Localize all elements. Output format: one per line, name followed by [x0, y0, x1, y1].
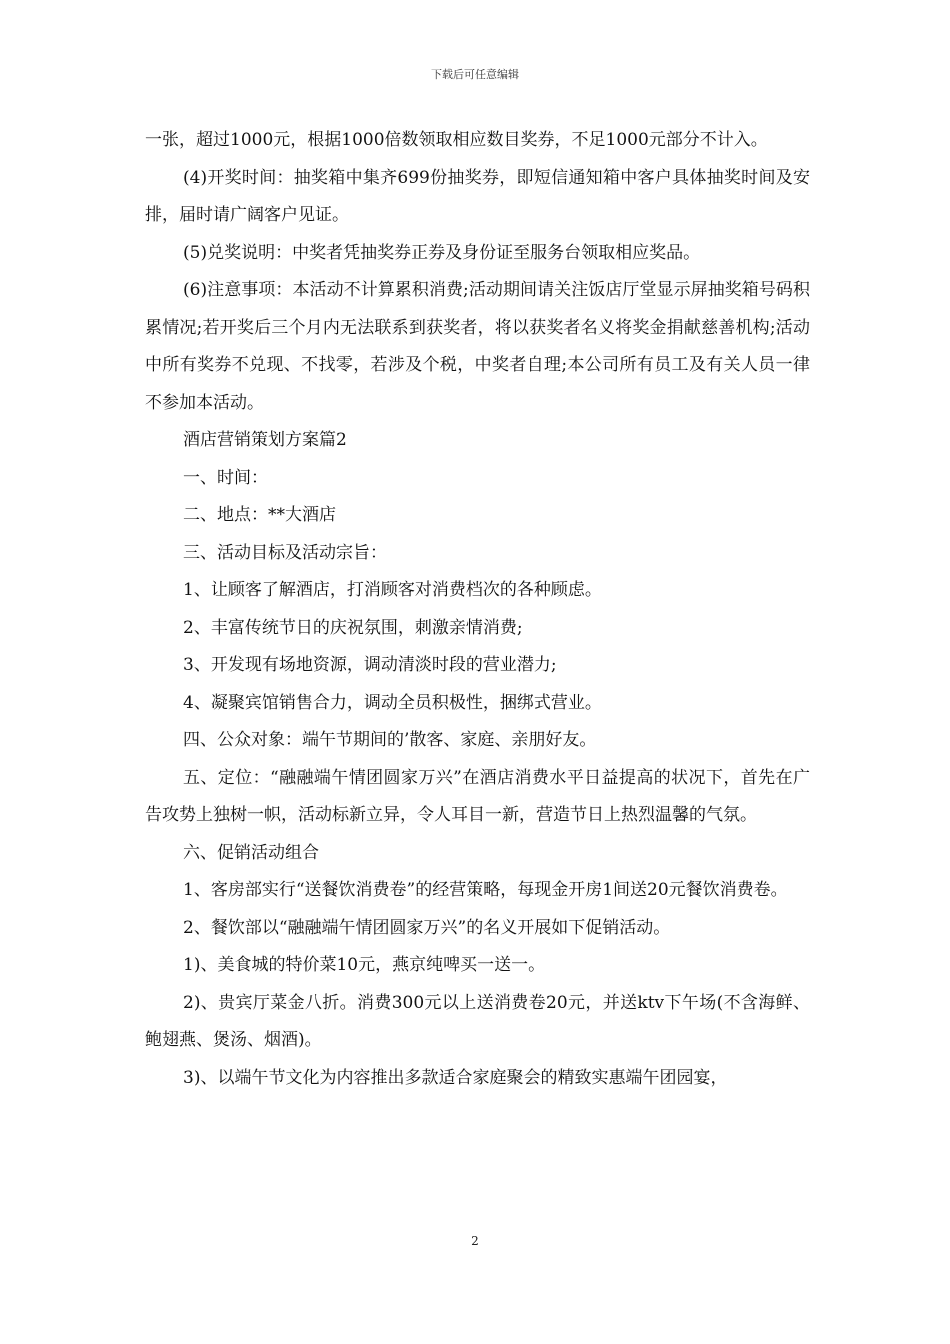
paragraph: 2、丰富传统节日的庆祝氛围，刺激亲情消费;: [183, 617, 523, 638]
paragraph: 六、促销活动组合: [183, 842, 319, 863]
paragraph: 一、时间：: [183, 467, 268, 488]
paragraph: 一张，超过1000元，根据1000倍数领取相应数目奖券，不足1000元部分不计入。: [145, 130, 768, 150]
paragraph: 4、凝聚宾馆销售合力，调动全员积极性，捆绑式营业。: [183, 692, 602, 713]
paragraph: 1)、美食城的特价菜10元，燕京纯啤买一送一。: [183, 955, 546, 975]
paragraph: 3、开发现有场地资源，调动清淡时段的营业潜力;: [183, 655, 557, 675]
paragraph: (6)注意事项：本活动不计算累积消费;活动期间请关注饭店厅堂显示屏抽奖箱号码积累情况;若开奖后三个月内无法联系到获奖者，将以获奖者名义将奖金捐献慈善机构;活动中所有奖券不兑现、不找零，若涉及个税，中奖者自理;本公司所有员工及有关人员一律不参加本活动。: [145, 280, 810, 413]
paragraph: 2、餐饮部以“融融端午情团圆家万兴”的名义开展如下促销活动。: [183, 917, 671, 938]
paragraph: (4)开奖时间：抽奖箱中集齐699份抽奖券，即短信通知箱中客户具体抽奖时间及安排，届时请广阔客户见证。: [145, 167, 810, 225]
paragraph: (5)兑奖说明：中奖者凭抽奖券正券及身份证至服务台领取相应奖品。: [183, 242, 701, 263]
paragraph: 五、定位：“融融端午情团圆家万兴”在酒店消费水平日益提高的状况下，首先在广告攻势上独树一帜，活动标新立异，令人耳目一新，营造节日上热烈温馨的气氛。: [145, 767, 810, 825]
paragraph: 1、客房部实行“送餐饮消费卷”的经营策略，每现金开房1间送20元餐饮消费卷。: [183, 880, 788, 900]
paragraph: 三、活动目标及活动宗旨：: [183, 542, 387, 563]
paragraph: 四、公众对象：端午节期间的’散客、家庭、亲朋好友。: [183, 730, 597, 750]
page-number: 2: [471, 1234, 479, 1248]
paragraph: 酒店营销策划方案篇2: [183, 430, 347, 450]
paragraph: 二、地点：**大酒店: [183, 505, 336, 525]
paragraph: 3)、以端午节文化为内容推出多款适合家庭聚会的精致实惠端午团园宴，: [183, 1067, 728, 1088]
page-header: 下载后可任意编辑: [431, 68, 519, 81]
document-body: [145, 122, 810, 1097]
paragraph: 2)、贵宾厅菜金八折。消费300元以上送消费卷20元，并送ktv下午场(不含海鲜、鲍翅燕、煲汤、烟酒)。: [145, 992, 810, 1050]
paragraph: 1、让顾客了解酒店，打消顾客对消费档次的各种顾虑。: [183, 580, 602, 600]
